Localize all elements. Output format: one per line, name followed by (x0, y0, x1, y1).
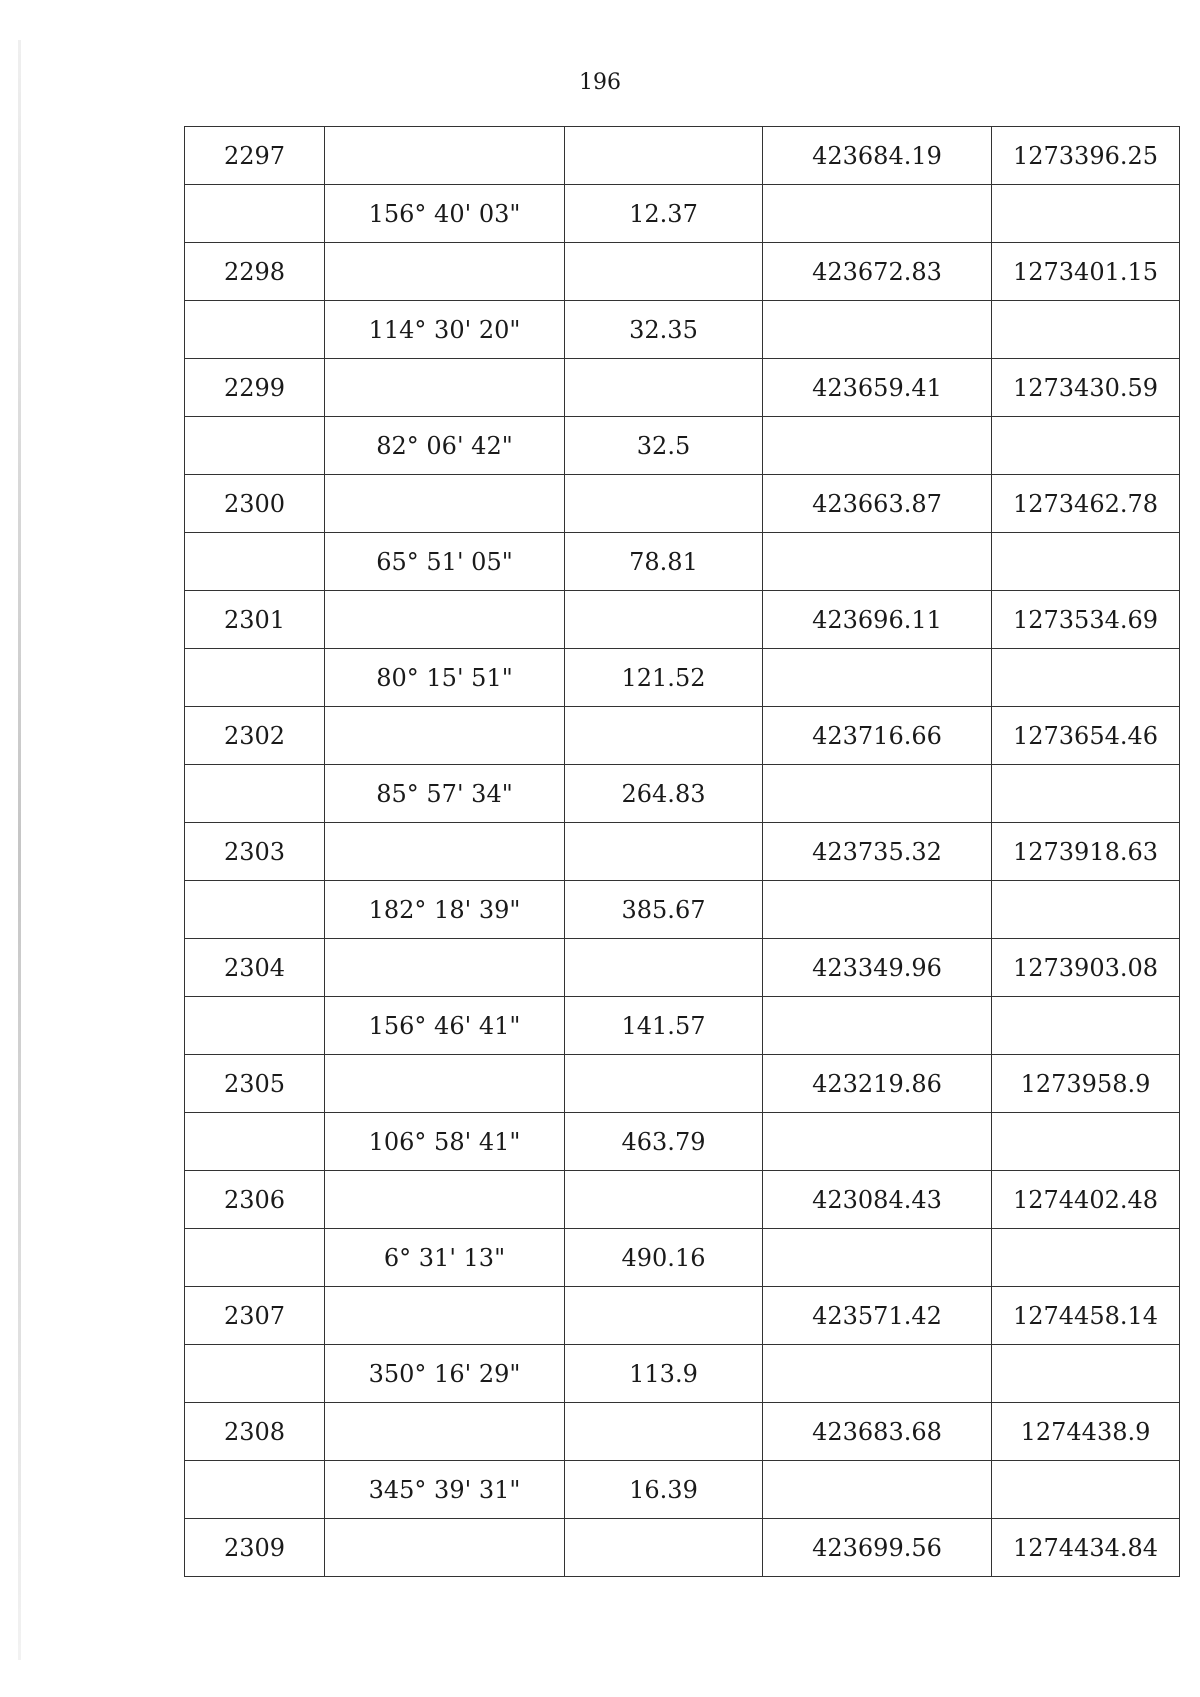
station-cell: 2299 (185, 359, 325, 417)
bearing-cell: 80° 15' 51" (325, 649, 565, 707)
station-cell: 2302 (185, 707, 325, 765)
distance-cell (565, 243, 763, 301)
easting-cell: 1273396.25 (992, 127, 1180, 185)
station-cell (185, 1113, 325, 1171)
bearing-cell: 156° 46' 41" (325, 997, 565, 1055)
bearing-cell (325, 127, 565, 185)
table-row (185, 939, 1180, 997)
bearing-cell (325, 1403, 565, 1461)
bearing-cell (325, 1171, 565, 1229)
northing-cell (763, 881, 992, 939)
distance-cell: 121.52 (565, 649, 763, 707)
distance-cell (565, 939, 763, 997)
northing-cell (763, 1461, 992, 1519)
station-cell (185, 649, 325, 707)
northing-cell: 423735.32 (763, 823, 992, 881)
easting-cell: 1274434.84 (992, 1519, 1180, 1577)
bearing-cell: 350° 16' 29" (325, 1345, 565, 1403)
easting-cell (992, 765, 1180, 823)
distance-cell: 385.67 (565, 881, 763, 939)
table-row (185, 1461, 1180, 1519)
table-row (185, 533, 1180, 591)
bearing-cell (325, 591, 565, 649)
easting-cell: 1273534.69 (992, 591, 1180, 649)
distance-cell (565, 359, 763, 417)
station-cell (185, 301, 325, 359)
distance-cell: 16.39 (565, 1461, 763, 1519)
table-row (185, 417, 1180, 475)
station-cell (185, 417, 325, 475)
table-row (185, 823, 1180, 881)
station-cell: 2307 (185, 1287, 325, 1345)
distance-cell: 32.5 (565, 417, 763, 475)
bearing-cell: 106° 58' 41" (325, 1113, 565, 1171)
easting-cell (992, 881, 1180, 939)
distance-cell (565, 823, 763, 881)
northing-cell (763, 649, 992, 707)
station-cell: 2304 (185, 939, 325, 997)
distance-cell: 141.57 (565, 997, 763, 1055)
scan-edge-shadow (18, 40, 21, 1660)
easting-cell: 1274402.48 (992, 1171, 1180, 1229)
northing-cell (763, 997, 992, 1055)
table-row (185, 997, 1180, 1055)
table-row (185, 1403, 1180, 1461)
easting-cell: 1273958.9 (992, 1055, 1180, 1113)
easting-cell (992, 1229, 1180, 1287)
bearing-cell (325, 1287, 565, 1345)
station-cell: 2308 (185, 1403, 325, 1461)
easting-cell (992, 1461, 1180, 1519)
northing-cell: 423684.19 (763, 127, 992, 185)
distance-cell (565, 1403, 763, 1461)
bearing-cell: 345° 39' 31" (325, 1461, 565, 1519)
station-cell (185, 1229, 325, 1287)
easting-cell: 1274458.14 (992, 1287, 1180, 1345)
table-row (185, 1113, 1180, 1171)
table-row (185, 243, 1180, 301)
northing-cell: 423699.56 (763, 1519, 992, 1577)
bearing-cell (325, 1055, 565, 1113)
northing-cell: 423663.87 (763, 475, 992, 533)
station-cell: 2309 (185, 1519, 325, 1577)
coordinate-table-body (185, 127, 1180, 1577)
distance-cell (565, 1287, 763, 1345)
northing-cell (763, 417, 992, 475)
station-cell: 2297 (185, 127, 325, 185)
distance-cell (565, 707, 763, 765)
northing-cell: 423659.41 (763, 359, 992, 417)
easting-cell (992, 997, 1180, 1055)
bearing-cell (325, 243, 565, 301)
bearing-cell: 182° 18' 39" (325, 881, 565, 939)
easting-cell (992, 1345, 1180, 1403)
bearing-cell (325, 823, 565, 881)
page-number: 196 (579, 70, 621, 95)
distance-cell: 12.37 (565, 185, 763, 243)
northing-cell: 423219.86 (763, 1055, 992, 1113)
easting-cell: 1273462.78 (992, 475, 1180, 533)
bearing-cell: 156° 40' 03" (325, 185, 565, 243)
distance-cell (565, 1519, 763, 1577)
bearing-cell (325, 1519, 565, 1577)
table-row (185, 1229, 1180, 1287)
distance-cell (565, 475, 763, 533)
table-row (185, 1055, 1180, 1113)
station-cell (185, 185, 325, 243)
bearing-cell (325, 475, 565, 533)
table-row (185, 649, 1180, 707)
table-row (185, 475, 1180, 533)
station-cell (185, 533, 325, 591)
easting-cell: 1273918.63 (992, 823, 1180, 881)
station-cell (185, 1345, 325, 1403)
station-cell (185, 765, 325, 823)
northing-cell: 423672.83 (763, 243, 992, 301)
northing-cell: 423696.11 (763, 591, 992, 649)
table-row (185, 359, 1180, 417)
northing-cell (763, 301, 992, 359)
bearing-cell: 82° 06' 42" (325, 417, 565, 475)
distance-cell: 490.16 (565, 1229, 763, 1287)
distance-cell (565, 1055, 763, 1113)
station-cell: 2298 (185, 243, 325, 301)
table-row (185, 301, 1180, 359)
coordinate-table (184, 126, 1180, 1577)
table-row (185, 185, 1180, 243)
northing-cell: 423084.43 (763, 1171, 992, 1229)
station-cell: 2303 (185, 823, 325, 881)
northing-cell (763, 1229, 992, 1287)
easting-cell (992, 1113, 1180, 1171)
station-cell (185, 1461, 325, 1519)
station-cell: 2306 (185, 1171, 325, 1229)
table-row (185, 765, 1180, 823)
bearing-cell (325, 359, 565, 417)
easting-cell (992, 301, 1180, 359)
distance-cell (565, 591, 763, 649)
easting-cell: 1273903.08 (992, 939, 1180, 997)
easting-cell (992, 533, 1180, 591)
northing-cell (763, 1345, 992, 1403)
northing-cell: 423716.66 (763, 707, 992, 765)
distance-cell: 113.9 (565, 1345, 763, 1403)
bearing-cell: 65° 51' 05" (325, 533, 565, 591)
table-row (185, 1519, 1180, 1577)
table-row (185, 1171, 1180, 1229)
easting-cell (992, 185, 1180, 243)
northing-cell (763, 765, 992, 823)
northing-cell: 423683.68 (763, 1403, 992, 1461)
northing-cell: 423571.42 (763, 1287, 992, 1345)
distance-cell: 463.79 (565, 1113, 763, 1171)
distance-cell: 32.35 (565, 301, 763, 359)
easting-cell (992, 649, 1180, 707)
northing-cell (763, 185, 992, 243)
distance-cell (565, 127, 763, 185)
station-cell: 2300 (185, 475, 325, 533)
easting-cell: 1273654.46 (992, 707, 1180, 765)
bearing-cell: 85° 57' 34" (325, 765, 565, 823)
bearing-cell (325, 939, 565, 997)
table-row (185, 127, 1180, 185)
bearing-cell: 6° 31' 13" (325, 1229, 565, 1287)
northing-cell (763, 533, 992, 591)
table-row (185, 591, 1180, 649)
table-row (185, 707, 1180, 765)
table-row (185, 1287, 1180, 1345)
distance-cell: 78.81 (565, 533, 763, 591)
distance-cell (565, 1171, 763, 1229)
easting-cell (992, 417, 1180, 475)
table-row (185, 1345, 1180, 1403)
northing-cell: 423349.96 (763, 939, 992, 997)
distance-cell: 264.83 (565, 765, 763, 823)
easting-cell: 1273401.15 (992, 243, 1180, 301)
station-cell (185, 881, 325, 939)
table-row (185, 881, 1180, 939)
station-cell (185, 997, 325, 1055)
bearing-cell (325, 707, 565, 765)
bearing-cell: 114° 30' 20" (325, 301, 565, 359)
northing-cell (763, 1113, 992, 1171)
station-cell: 2305 (185, 1055, 325, 1113)
easting-cell: 1274438.9 (992, 1403, 1180, 1461)
easting-cell: 1273430.59 (992, 359, 1180, 417)
station-cell: 2301 (185, 591, 325, 649)
